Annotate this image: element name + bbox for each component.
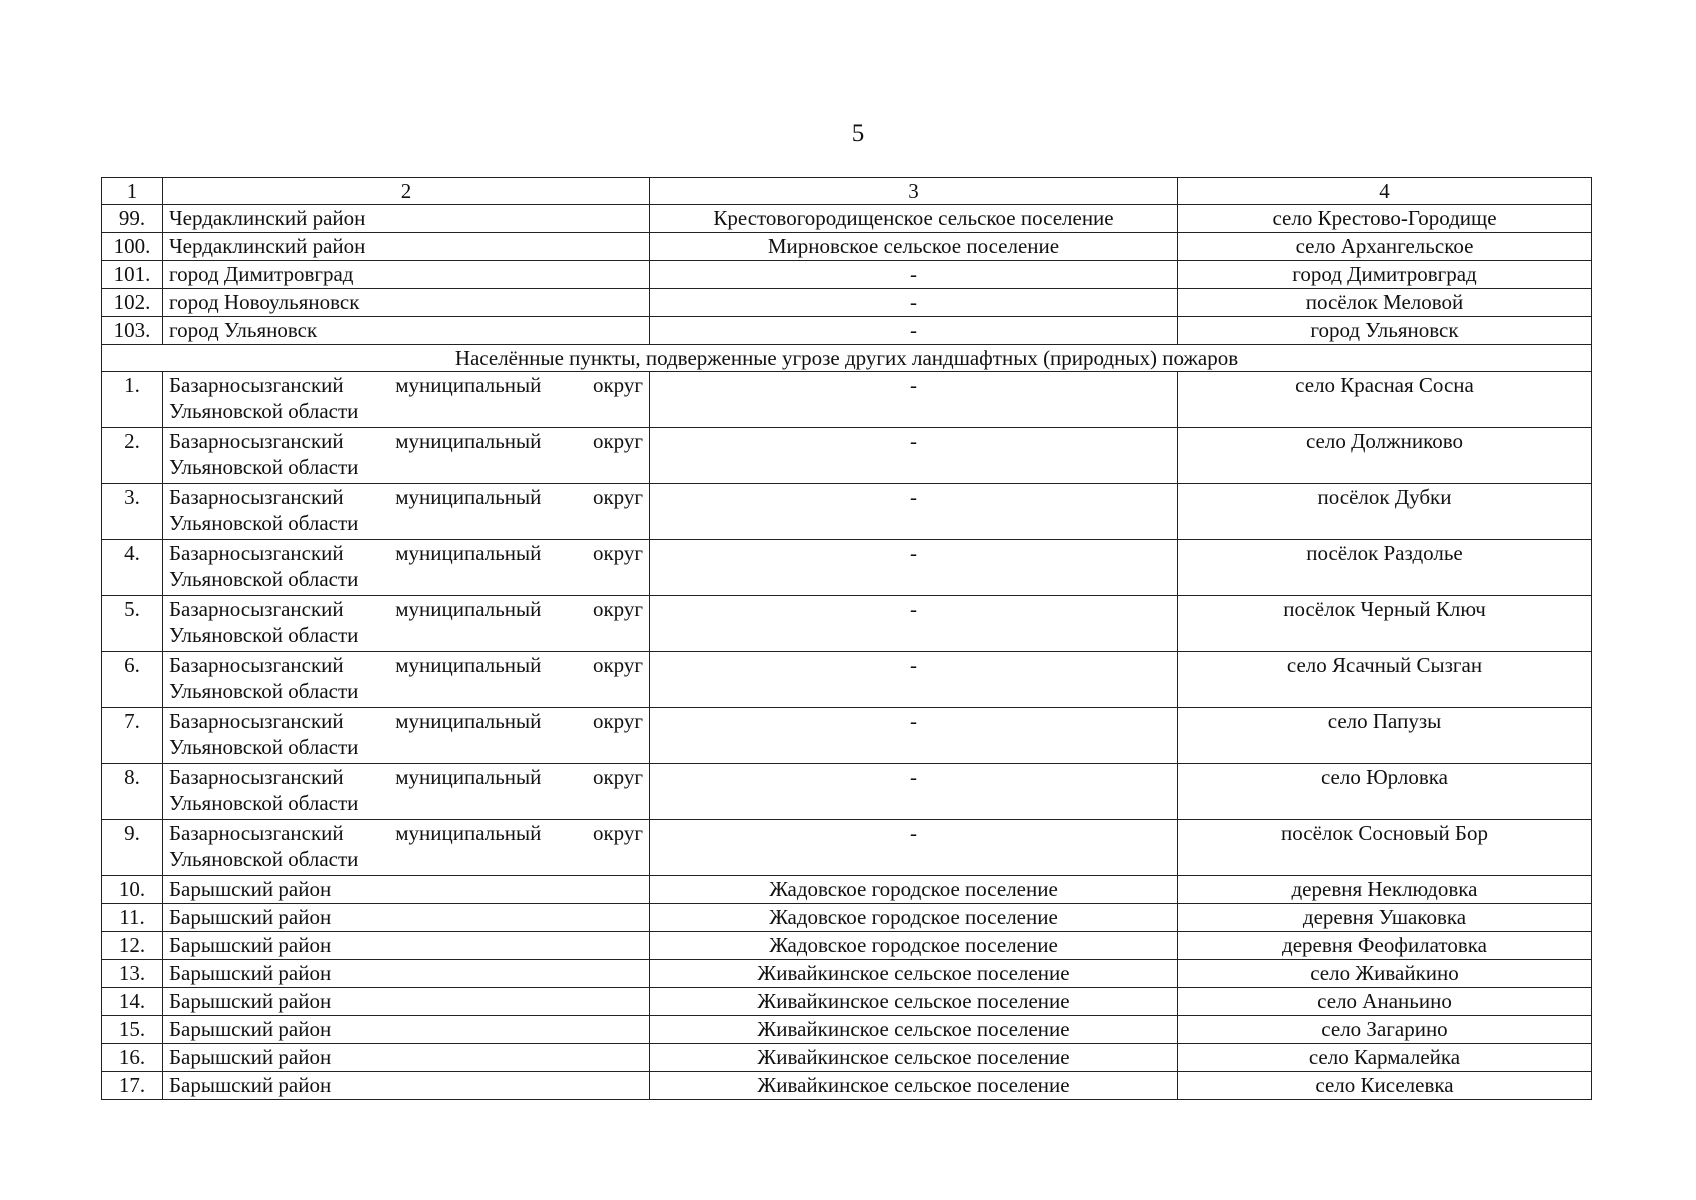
row-number: 5.: [102, 596, 163, 652]
table-row: [102, 428, 1592, 484]
table-row: [102, 988, 1592, 1016]
row-number: 99.: [102, 205, 163, 233]
locality-cell: село Ананьино: [1178, 988, 1592, 1016]
district-cell: Базарносызганский муниципальный округ Ульяновской области: [163, 372, 650, 428]
locality-cell: город Ульяновск: [1178, 317, 1592, 345]
table-row: [102, 205, 1592, 233]
settlement-cell: -: [650, 652, 1178, 708]
row-number: 7.: [102, 708, 163, 764]
locality-cell: село Архангельское: [1178, 233, 1592, 261]
district-cell: Барышский район: [163, 988, 650, 1016]
table-row: [102, 876, 1592, 904]
table-row: [102, 932, 1592, 960]
settlement-cell: -: [650, 289, 1178, 317]
settlement-cell: -: [650, 317, 1178, 345]
table-row: [102, 261, 1592, 289]
table-body: [102, 178, 1592, 1100]
district-cell: Барышский район: [163, 960, 650, 988]
locality-cell: посёлок Дубки: [1178, 484, 1592, 540]
settlement-cell: -: [650, 372, 1178, 428]
column-number-2: 2: [163, 178, 650, 205]
table-row: [102, 233, 1592, 261]
row-number: 103.: [102, 317, 163, 345]
row-number: 101.: [102, 261, 163, 289]
table-row: [102, 960, 1592, 988]
column-number-4: 4: [1178, 178, 1592, 205]
settlement-cell: Живайкинское сельское поселение: [650, 1044, 1178, 1072]
settlement-cell: -: [650, 540, 1178, 596]
district-cell: Базарносызганский муниципальный округ Ульяновской области: [163, 428, 650, 484]
locality-cell: село Папузы: [1178, 708, 1592, 764]
row-number: 16.: [102, 1044, 163, 1072]
table-row: [102, 289, 1592, 317]
locality-cell: село Загарино: [1178, 1016, 1592, 1044]
table-row: [102, 708, 1592, 764]
settlement-cell: -: [650, 428, 1178, 484]
locality-cell: город Димитровград: [1178, 261, 1592, 289]
table-row: [102, 764, 1592, 820]
district-cell: Барышский район: [163, 1044, 650, 1072]
row-number: 14.: [102, 988, 163, 1016]
settlement-cell: Жадовское городское поселение: [650, 932, 1178, 960]
row-number: 8.: [102, 764, 163, 820]
locality-cell: деревня Феофилатовка: [1178, 932, 1592, 960]
column-number-row: [102, 178, 1592, 205]
section-heading-row: [102, 345, 1592, 372]
row-number: 4.: [102, 540, 163, 596]
table-row: [102, 904, 1592, 932]
settlement-cell: -: [650, 708, 1178, 764]
table-row: [102, 652, 1592, 708]
locality-cell: село Кармалейка: [1178, 1044, 1592, 1072]
table-row: [102, 1072, 1592, 1100]
table-row: [102, 317, 1592, 345]
settlement-cell: Живайкинское сельское поселение: [650, 1016, 1178, 1044]
page-number: 5: [851, 120, 865, 147]
district-cell: Базарносызганский муниципальный округ Ульяновской области: [163, 540, 650, 596]
district-cell: Базарносызганский муниципальный округ Ульяновской области: [163, 820, 650, 876]
row-number: 9.: [102, 820, 163, 876]
settlement-cell: Жадовское городское поселение: [650, 904, 1178, 932]
row-number: 102.: [102, 289, 163, 317]
locality-cell: деревня Неклюдовка: [1178, 876, 1592, 904]
row-number: 3.: [102, 484, 163, 540]
row-number: 12.: [102, 932, 163, 960]
locality-cell: посёлок Сосновый Бор: [1178, 820, 1592, 876]
settlements-table: [101, 177, 1592, 1100]
settlement-cell: -: [650, 596, 1178, 652]
row-number: 10.: [102, 876, 163, 904]
locality-cell: посёлок Раздолье: [1178, 540, 1592, 596]
table-row: [102, 596, 1592, 652]
settlement-cell: Жадовское городское поселение: [650, 876, 1178, 904]
table-row: [102, 820, 1592, 876]
settlement-cell: -: [650, 484, 1178, 540]
table-row: [102, 372, 1592, 428]
district-cell: Базарносызганский муниципальный округ Ульяновской области: [163, 596, 650, 652]
settlement-cell: Крестовогородищенское сельское поселение: [650, 205, 1178, 233]
district-cell: Чердаклинский район: [163, 205, 650, 233]
settlement-cell: -: [650, 820, 1178, 876]
table-row: [102, 1044, 1592, 1072]
district-cell: Чердаклинский район: [163, 233, 650, 261]
settlement-cell: Живайкинское сельское поселение: [650, 1072, 1178, 1100]
locality-cell: посёлок Черный Ключ: [1178, 596, 1592, 652]
district-cell: Базарносызганский муниципальный округ Ульяновской области: [163, 764, 650, 820]
settlement-cell: Мирновское сельское поселение: [650, 233, 1178, 261]
district-cell: Барышский район: [163, 904, 650, 932]
row-number: 15.: [102, 1016, 163, 1044]
locality-cell: село Крестово-Городище: [1178, 205, 1592, 233]
locality-cell: село Ясачный Сызган: [1178, 652, 1592, 708]
section-heading: Населённые пункты, подверженные угрозе других ландшафтных (природных) пожаров: [102, 345, 1592, 372]
row-number: 6.: [102, 652, 163, 708]
row-number: 2.: [102, 428, 163, 484]
column-number-1: 1: [102, 178, 163, 205]
district-cell: Барышский район: [163, 1072, 650, 1100]
locality-cell: деревня Ушаковка: [1178, 904, 1592, 932]
district-cell: город Новоульяновск: [163, 289, 650, 317]
district-cell: Базарносызганский муниципальный округ Ульяновской области: [163, 652, 650, 708]
table-row: [102, 1016, 1592, 1044]
settlement-cell: Живайкинское сельское поселение: [650, 960, 1178, 988]
table-row: [102, 540, 1592, 596]
row-number: 100.: [102, 233, 163, 261]
district-cell: Базарносызганский муниципальный округ Ульяновской области: [163, 484, 650, 540]
row-number: 13.: [102, 960, 163, 988]
settlement-cell: -: [650, 261, 1178, 289]
locality-cell: село Живайкино: [1178, 960, 1592, 988]
district-cell: Барышский район: [163, 876, 650, 904]
locality-cell: посёлок Меловой: [1178, 289, 1592, 317]
district-cell: Барышский район: [163, 932, 650, 960]
row-number: 11.: [102, 904, 163, 932]
row-number: 1.: [102, 372, 163, 428]
district-cell: город Ульяновск: [163, 317, 650, 345]
locality-cell: село Должниково: [1178, 428, 1592, 484]
district-cell: город Димитровград: [163, 261, 650, 289]
table-row: [102, 484, 1592, 540]
locality-cell: село Киселевка: [1178, 1072, 1592, 1100]
column-number-3: 3: [650, 178, 1178, 205]
row-number: 17.: [102, 1072, 163, 1100]
district-cell: Барышский район: [163, 1016, 650, 1044]
locality-cell: село Красная Сосна: [1178, 372, 1592, 428]
settlement-cell: -: [650, 764, 1178, 820]
locality-cell: село Юрловка: [1178, 764, 1592, 820]
district-cell: Базарносызганский муниципальный округ Ульяновской области: [163, 708, 650, 764]
settlement-cell: Живайкинское сельское поселение: [650, 988, 1178, 1016]
